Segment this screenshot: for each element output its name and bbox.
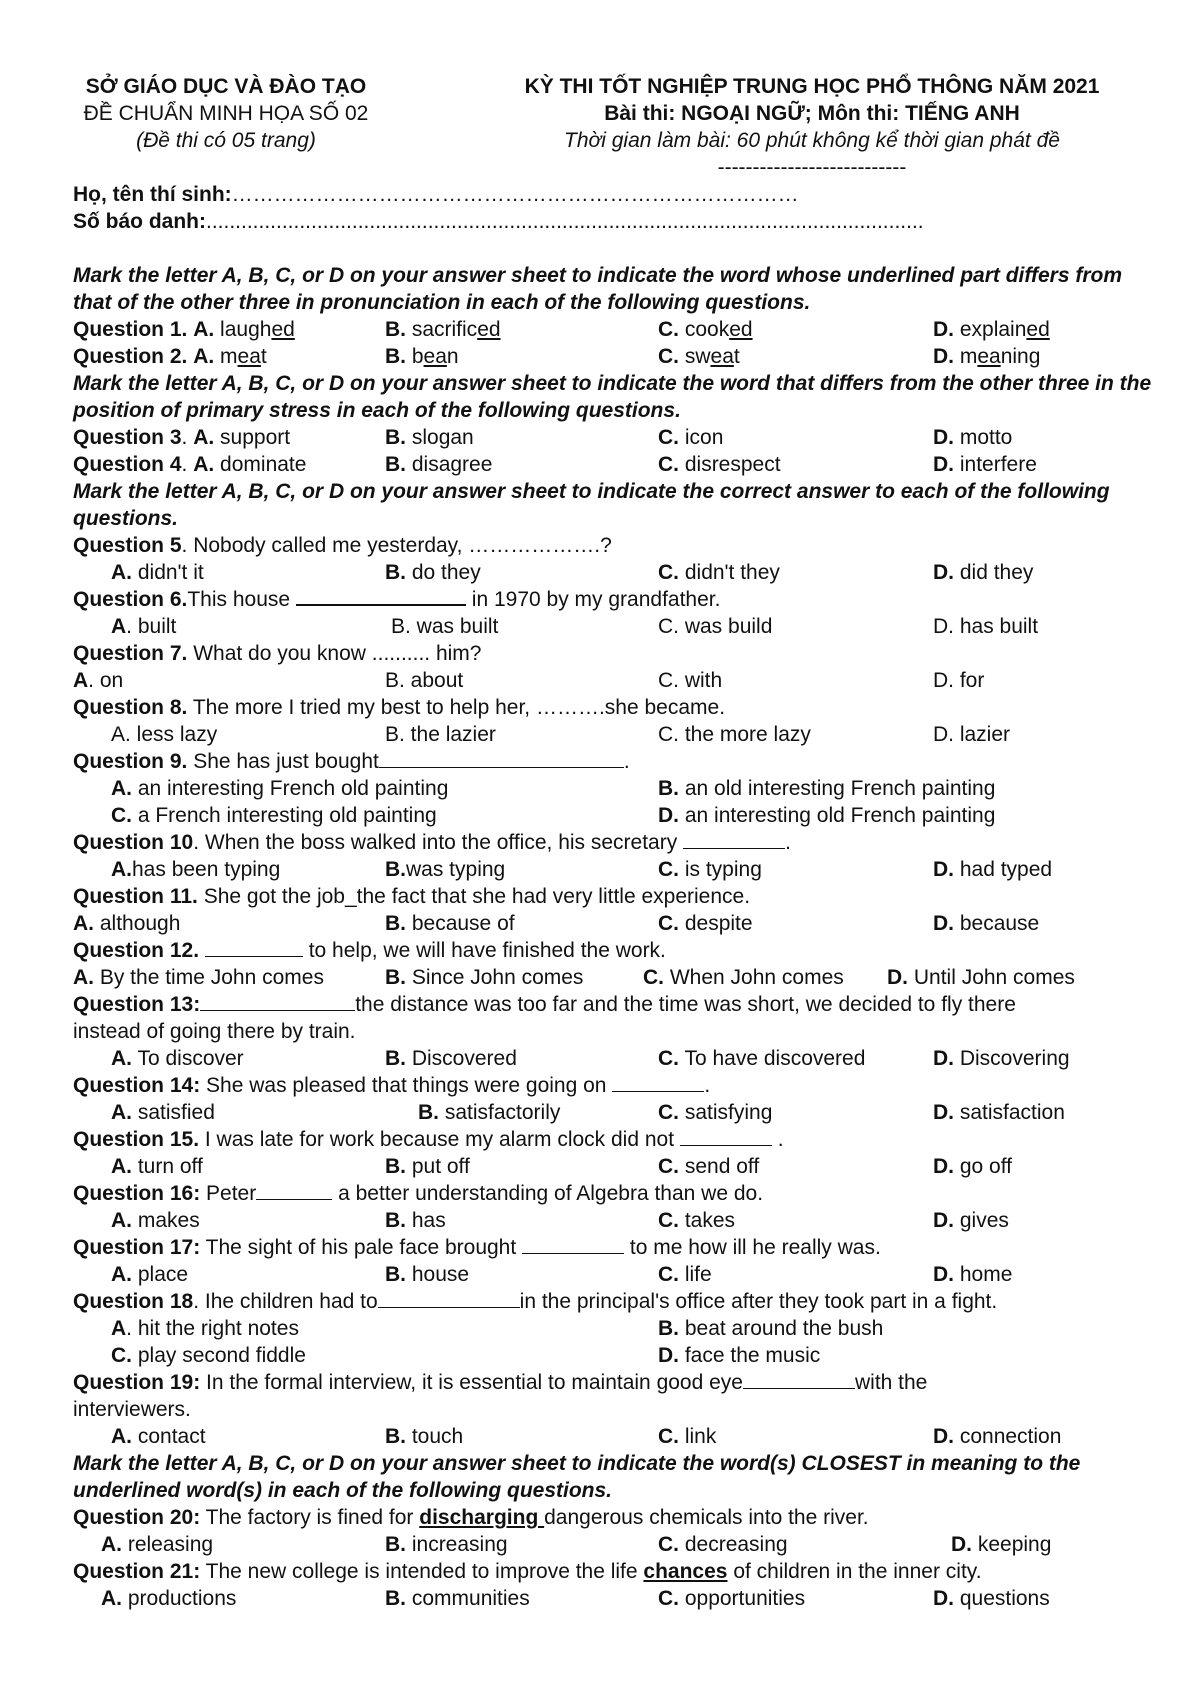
question-6-options <box>73 613 1163 640</box>
q9-option-c[interactable]: C. a French interesting old painting <box>111 804 437 827</box>
q17-option-a[interactable]: A. place <box>111 1263 189 1286</box>
question-20-stem: Question 20: The factory is fined for discharging dangerous chemicals into the river. <box>73 1506 869 1529</box>
question-9-options-cd <box>73 802 1163 829</box>
candidate-id-dots: ........................................................................................................................... <box>206 210 924 233</box>
candidate-name-dots: ……………………………………………………………………… <box>231 183 799 206</box>
q15-option-c[interactable]: C. send off <box>658 1155 760 1178</box>
q15-option-b[interactable]: B. put off <box>385 1155 470 1178</box>
q10-option-a[interactable]: A.has been typing <box>111 858 281 881</box>
question-10-options <box>73 856 1163 883</box>
exam-content <box>73 181 1163 1612</box>
q9-option-a[interactable]: A. an interesting French old painting <box>111 777 449 800</box>
q19-option-a[interactable]: A. contact <box>111 1425 206 1448</box>
q4-option-b[interactable]: B. disagree <box>385 453 493 476</box>
q14-option-c[interactable]: C. satisfying <box>658 1101 773 1124</box>
question-9-options-ab <box>73 775 1163 802</box>
header-divider: --------------------------- <box>717 156 907 179</box>
q7-option-d[interactable]: D. for <box>933 669 985 692</box>
question-16-options <box>73 1207 1163 1234</box>
q18-option-a[interactable]: A. hit the right notes <box>111 1317 299 1340</box>
question-17-stem: Question 17: The sight of his pale face brought to me how ill he really was. <box>73 1236 881 1259</box>
question-7-options <box>73 667 1163 694</box>
q2-label-a: Question 2. A. meat <box>73 345 267 368</box>
question-12-stem: Question 12. to help, we will have finished the work. <box>73 939 666 962</box>
q12-blank[interactable] <box>205 938 303 957</box>
q16-option-c[interactable]: C. takes <box>658 1209 736 1232</box>
q7-option-a[interactable]: A. on <box>73 669 124 692</box>
q8-option-d[interactable]: D. lazier <box>933 723 1011 746</box>
question-8-stem: Question 8. The more I tried my best to help her, ……….she became. <box>73 696 726 719</box>
q21-option-a[interactable]: A. productions <box>101 1587 237 1610</box>
question-5-stem: Question 5. Nobody called me yesterday, ……………….? <box>73 534 612 557</box>
q11-option-c[interactable]: C. despite <box>658 912 753 935</box>
q10-option-b[interactable]: B.was typing <box>385 858 506 881</box>
q2-option-c[interactable]: C. sweat <box>658 345 740 368</box>
q20-option-b[interactable]: B. increasing <box>385 1533 508 1556</box>
q7-option-b[interactable]: B. about <box>385 669 464 692</box>
q5-option-b[interactable]: B. do they <box>385 561 481 584</box>
q21-option-b[interactable]: B. communities <box>385 1587 530 1610</box>
q5-option-d[interactable]: D. did they <box>933 561 1034 584</box>
question-20-options <box>73 1531 1163 1558</box>
q3-label-a: Question 3. A. support <box>73 426 291 449</box>
exam-subject: Bài thi: NGOẠI NGỮ; Môn thi: TIẾNG ANH <box>604 102 1020 125</box>
q17-option-c[interactable]: C. life <box>658 1263 712 1286</box>
question-16-stem: Question 16: Peter a better understanding of Algebra than we do. <box>73 1182 764 1205</box>
q15-option-a[interactable]: A. turn off <box>111 1155 203 1178</box>
question-17-options <box>73 1261 1163 1288</box>
q16-option-a[interactable]: A. makes <box>111 1209 200 1232</box>
q13-option-a[interactable]: A. To discover <box>111 1047 244 1070</box>
q13-blank[interactable] <box>200 992 355 1011</box>
q20-option-c[interactable]: C. decreasing <box>658 1533 788 1556</box>
q6-option-a[interactable]: A. built <box>111 615 177 638</box>
department-name: SỞ GIÁO DỤC VÀ ĐÀO TẠO <box>85 75 367 98</box>
question-18-stem: Question 18. Ihe children had to in the principal's office after they took part in a fight. <box>73 1290 998 1313</box>
q21-keyword: chances <box>643 1560 728 1583</box>
q3-option-d[interactable]: D. motto <box>933 426 1013 449</box>
instruction-correct-answer: Mark the letter A, B, C, or D on your answer sheet to indicate the correct answer to each of the following questions. <box>73 480 1110 530</box>
q2-option-d[interactable]: D. meaning <box>933 345 1041 368</box>
q13-option-d[interactable]: D. Discovering <box>933 1047 1070 1070</box>
q10-blank[interactable] <box>683 830 785 849</box>
question-21-options <box>73 1585 1163 1612</box>
q9-option-d[interactable]: D. an interesting old French painting <box>658 804 996 827</box>
q17-option-d[interactable]: D. home <box>933 1263 1013 1286</box>
question-6-stem: Question 6.This house in 1970 by my grandfather. <box>73 588 721 611</box>
candidate-id-field[interactable] <box>73 208 1163 235</box>
question-19-stem: Question 19: In the formal interview, it is essential to maintain good eye with the <box>73 1371 928 1394</box>
q10-option-c[interactable]: C. is typing <box>658 858 762 881</box>
q1-option-d[interactable]: D. explained <box>933 318 1050 341</box>
q3-option-c[interactable]: C. icon <box>658 426 724 449</box>
q12-option-a[interactable]: A. By the time John comes <box>73 966 324 989</box>
q9-option-b[interactable]: B. an old interesting French painting <box>658 777 996 800</box>
q3-option-b[interactable]: B. slogan <box>385 426 474 449</box>
exam-duration: Thời gian làm bài: 60 phút không kể thời gian phát đề <box>564 129 1060 152</box>
q5-option-a[interactable]: A. didn't it <box>111 561 204 584</box>
q12-option-b[interactable]: B. Since John comes <box>385 966 584 989</box>
q8-option-b[interactable]: B. the lazier <box>385 723 496 746</box>
q19-option-d[interactable]: D. connection <box>933 1425 1062 1448</box>
q18-option-c[interactable]: C. play second fiddle <box>111 1344 306 1367</box>
instruction-pronunciation: Mark the letter A, B, C, or D on your answer sheet to indicate the word whose underlined part differs from that of the other three in pronunciation in each of the following questions. <box>73 264 1123 314</box>
question-5-options <box>73 559 1163 586</box>
q8-option-a[interactable]: A. less lazy <box>111 723 218 746</box>
q15-blank[interactable] <box>680 1127 772 1146</box>
question-19-stem-cont: interviewers. <box>73 1398 191 1421</box>
question-13-stem: Question 13: the distance was too far and the time was short, we decided to fly there <box>73 993 1016 1016</box>
question-11-stem: Question 11. She got the job_the fact that she had very little experience. <box>73 885 751 908</box>
question-21-stem: Question 21: The new college is intended to improve the life chances of children in the inner city. <box>73 1560 982 1583</box>
question-12-options <box>73 964 1163 991</box>
exam-code: ĐỀ CHUẨN MINH HỌA SỐ 02 <box>83 102 369 125</box>
q20-option-a[interactable]: A. releasing <box>101 1533 214 1556</box>
q8-option-c[interactable]: C. the more lazy <box>658 723 811 746</box>
q18-option-d[interactable]: D. face the music <box>658 1344 821 1367</box>
q19-option-c[interactable]: C. link <box>658 1425 717 1448</box>
q11-option-b[interactable]: B. because of <box>385 912 515 935</box>
q1-label-a: Question 1. A. laughed <box>73 318 295 341</box>
spacer <box>73 235 1163 262</box>
q7-option-c[interactable]: C. with <box>658 669 723 692</box>
header-right <box>442 73 1182 181</box>
q21-option-c[interactable]: C. opportunities <box>658 1587 806 1610</box>
candidate-name-field[interactable] <box>73 181 1163 208</box>
question-1 <box>73 316 1163 343</box>
q16-option-b[interactable]: B. has <box>385 1209 446 1232</box>
question-9-stem: Question 9. She has just bought . <box>73 750 630 773</box>
question-2 <box>73 343 1163 370</box>
q1-option-c[interactable]: C. cooked <box>658 318 753 341</box>
q5-option-c[interactable]: C. didn't they <box>658 561 780 584</box>
q1-option-b[interactable]: B. sacrificed <box>385 318 501 341</box>
q11-option-a[interactable]: A. although <box>73 912 181 935</box>
q10-option-d[interactable]: D. had typed <box>933 858 1053 881</box>
question-14-stem: Question 14: She was pleased that things were going on . <box>73 1074 711 1097</box>
question-4 <box>73 451 1163 478</box>
question-19-options <box>73 1423 1163 1450</box>
instruction-closest-meaning: Mark the letter A, B, C, or D on your answer sheet to indicate the word(s) CLOSEST in meaning to the underlined word(s) in each of the following questions. <box>73 1452 1081 1502</box>
q9-blank[interactable] <box>379 749 624 768</box>
question-18-options-cd <box>73 1342 1163 1369</box>
q4-option-c[interactable]: C. disrespect <box>658 453 781 476</box>
question-15-stem: Question 15. I was late for work because my alarm clock did not . <box>73 1128 784 1151</box>
q14-option-b[interactable]: B. satisfactorily <box>418 1101 561 1124</box>
q6-option-b[interactable]: B. was built <box>391 615 499 638</box>
q18-blank[interactable] <box>378 1289 520 1308</box>
q19-blank[interactable] <box>743 1370 855 1389</box>
q13-option-b[interactable]: B. Discovered <box>385 1047 517 1070</box>
q4-label-a: Question 4. A. dominate <box>73 453 307 476</box>
q4-option-d[interactable]: D. interfere <box>933 453 1037 476</box>
q17-option-b[interactable]: B. house <box>385 1263 470 1286</box>
q13-option-c[interactable]: C. To have discovered <box>658 1047 866 1070</box>
q11-option-d[interactable]: D. because <box>933 912 1040 935</box>
q12-option-c[interactable]: C. When John comes <box>643 966 844 989</box>
question-13-stem-cont: instead of going there by train. <box>73 1020 356 1043</box>
q6-option-d[interactable]: D. has built <box>933 615 1039 638</box>
q17-blank[interactable] <box>522 1235 624 1254</box>
question-13-options <box>73 1045 1163 1072</box>
candidate-id-label: Số báo danh: <box>73 210 206 233</box>
q15-option-d[interactable]: D. go off <box>933 1155 1013 1178</box>
q6-option-c[interactable]: C. was build <box>658 615 773 638</box>
candidate-name-label: Họ, tên thí sinh: <box>73 183 232 206</box>
header-left <box>56 73 396 154</box>
question-7-stem: Question 7. What do you know .......... him? <box>73 642 482 665</box>
q21-option-d[interactable]: D. questions <box>933 1587 1050 1610</box>
q16-option-d[interactable]: D. gives <box>933 1209 1009 1232</box>
q14-option-d[interactable]: D. satisfaction <box>933 1101 1065 1124</box>
q2-option-b[interactable]: B. bean <box>385 345 459 368</box>
page-count: (Đề thi có 05 trang) <box>136 129 316 152</box>
question-10-stem: Question 10. When the boss walked into the office, his secretary . <box>73 831 791 854</box>
question-11-options <box>73 910 1163 937</box>
q16-blank[interactable] <box>256 1181 332 1200</box>
question-3 <box>73 424 1163 451</box>
q18-option-b[interactable]: B. beat around the bush <box>658 1317 884 1340</box>
exam-title: KỲ THI TỐT NGHIỆP TRUNG HỌC PHỔ THÔNG NĂM 2021 <box>524 75 1100 98</box>
q19-option-b[interactable]: B. touch <box>385 1425 464 1448</box>
q14-option-a[interactable]: A. satisfied <box>111 1101 215 1124</box>
question-14-options <box>73 1099 1163 1126</box>
question-15-options <box>73 1153 1163 1180</box>
q20-option-d[interactable]: D. keeping <box>951 1533 1052 1556</box>
q20-keyword: discharging <box>419 1506 545 1529</box>
instruction-stress: Mark the letter A, B, C, or D on your answer sheet to indicate the word that differs from the other three in the position of primary stress in each of the following questions. <box>73 372 1152 422</box>
question-18-options-ab <box>73 1315 1163 1342</box>
question-8-options <box>73 721 1163 748</box>
q12-option-d[interactable]: D. Until John comes <box>887 966 1075 989</box>
q14-blank[interactable] <box>612 1073 704 1092</box>
q6-blank[interactable] <box>296 590 466 606</box>
